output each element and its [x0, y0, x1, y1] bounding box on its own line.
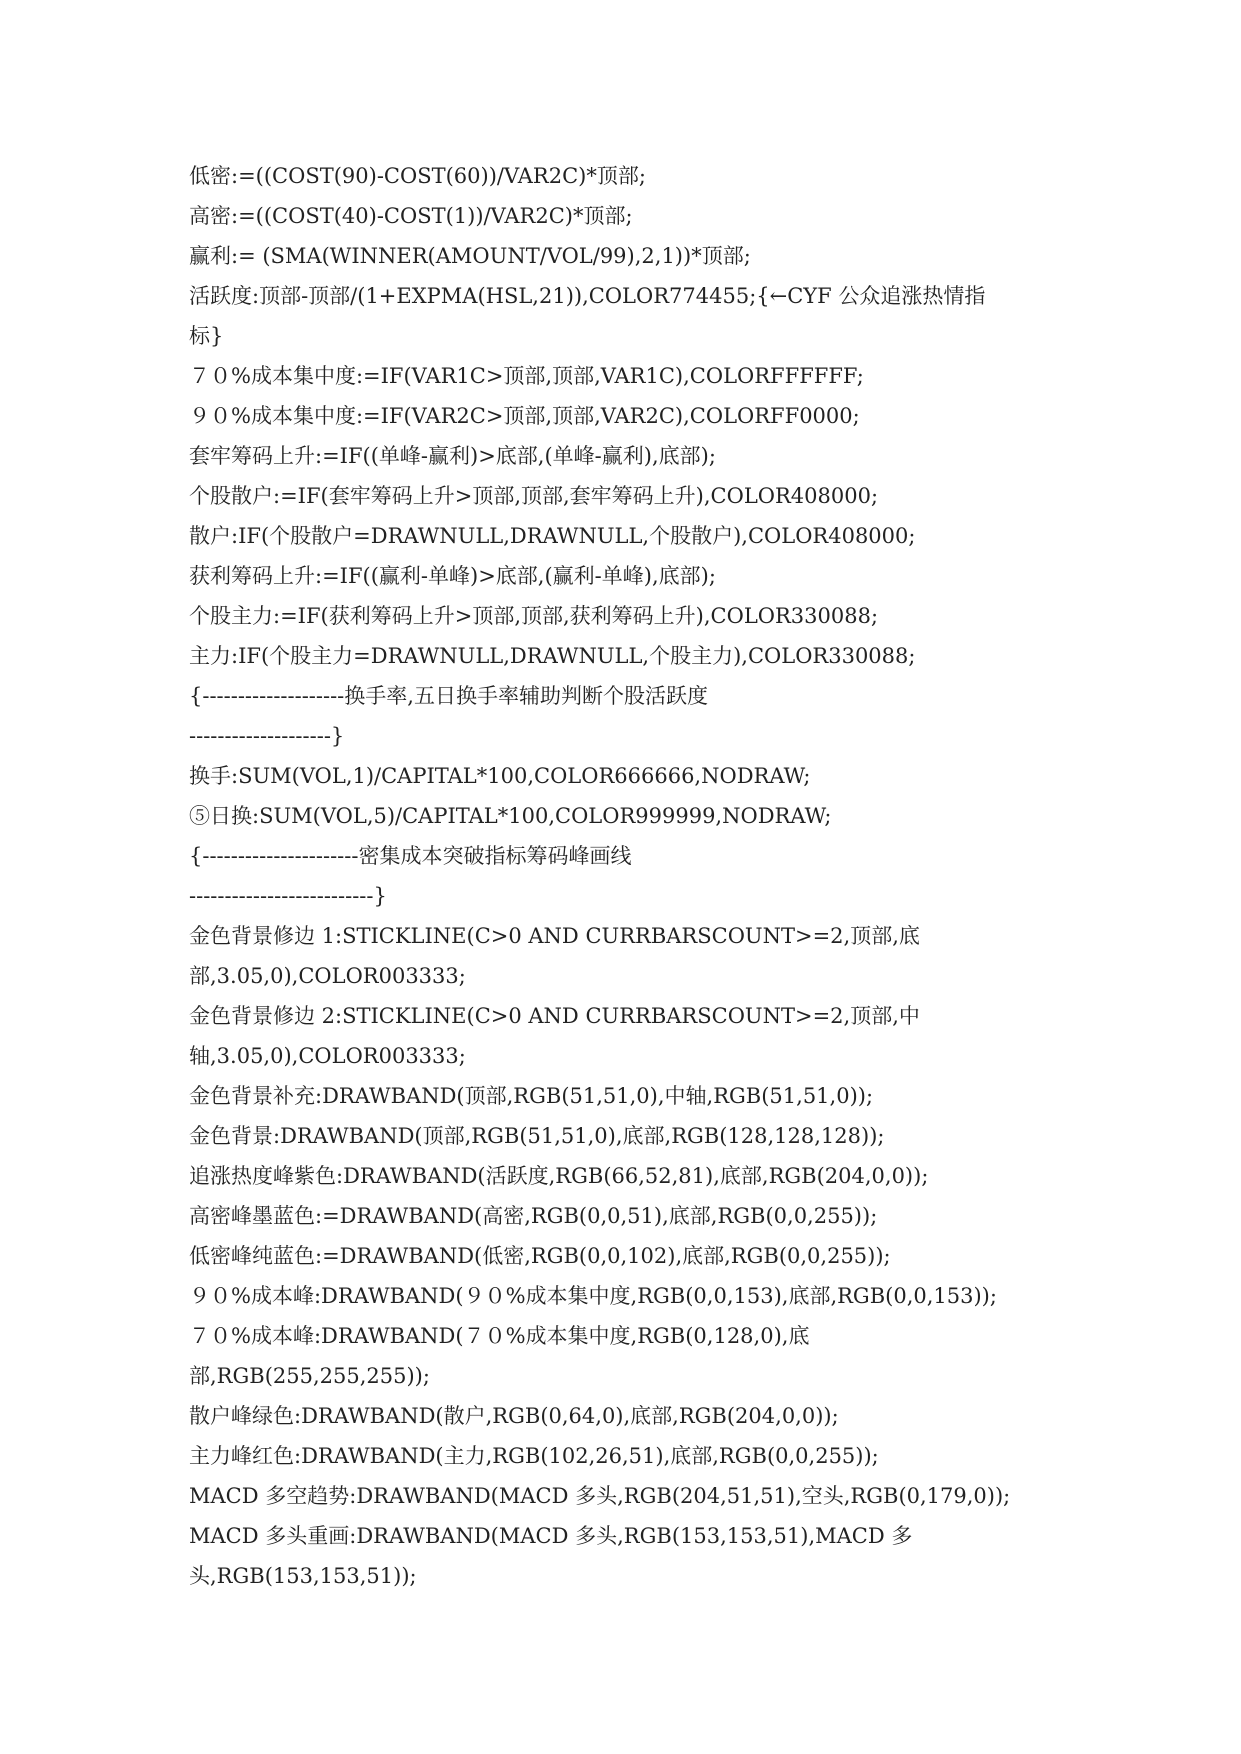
text-line: 部,RGB(255,255,255)); — [189, 1364, 430, 1388]
text-line: 金色背景:DRAWBAND(顶部,RGB(51,51,0),底部,RGB(128,128,128)); — [189, 1124, 885, 1148]
text-line: MACD 多空趋势:DRAWBAND(MACD 多头,RGB(204,51,51),空头,RGB(0,179,0)); — [189, 1484, 1011, 1508]
text-line: 散户峰绿色:DRAWBAND(散户,RGB(0,64,0),底部,RGB(204,0,0)); — [189, 1404, 839, 1428]
text-line: 低密峰纯蓝色:=DRAWBAND(低密,RGB(0,0,102),底部,RGB(0,0,255)); — [189, 1244, 891, 1268]
text-line: ９０%成本集中度:=IF(VAR2C>顶部,顶部,VAR2C),COLORFF0000; — [189, 404, 860, 428]
text-line: --------------------------} — [189, 884, 387, 908]
text-line: 部,3.05,0),COLOR003333; — [189, 964, 466, 988]
text-line: {----------------------密集成本突破指标筹码峰画线 — [189, 844, 632, 868]
text-line: 低密:=((COST(90)-COST(60))/VAR2C)*顶部; — [189, 164, 646, 188]
text-line: ７０%成本峰:DRAWBAND(７０%成本集中度,RGB(0,128,0),底 — [189, 1324, 810, 1348]
text-line: 金色背景修边 1:STICKLINE(C>0 AND CURRBARSCOUNT>=2,顶部,底 — [189, 924, 920, 948]
text-line: 获利筹码上升:=IF((赢利-单峰)>底部,(赢利-单峰),底部); — [189, 564, 716, 588]
text-line: 换手:SUM(VOL,1)/CAPITAL*100,COLOR666666,NODRAW; — [189, 764, 811, 788]
text-line: ９０%成本峰:DRAWBAND(９０%成本集中度,RGB(0,0,153),底部,RGB(0,0,153)); — [189, 1284, 997, 1308]
text-line: 追涨热度峰紫色:DRAWBAND(活跃度,RGB(66,52,81),底部,RGB(204,0,0)); — [189, 1164, 929, 1188]
text-line: 散户:IF(个股散户=DRAWNULL,DRAWNULL,个股散户),COLOR408000; — [189, 524, 916, 548]
text-line: 套牢筹码上升:=IF((单峰-赢利)>底部,(单峰-赢利),底部); — [189, 444, 716, 468]
formula-text-body — [189, 156, 1069, 1596]
text-line: 主力峰红色:DRAWBAND(主力,RGB(102,26,51),底部,RGB(0,0,255)); — [189, 1444, 879, 1468]
text-line: ⑤日换:SUM(VOL,5)/CAPITAL*100,COLOR999999,NODRAW; — [189, 804, 832, 828]
text-line: 赢利:= (SMA(WINNER(AMOUNT/VOL/99),2,1))*顶部; — [189, 244, 751, 268]
text-line: 个股散户:=IF(套牢筹码上升>顶部,顶部,套牢筹码上升),COLOR408000; — [189, 484, 879, 508]
text-line: 头,RGB(153,153,51)); — [189, 1564, 417, 1588]
text-line: {--------------------换手率,五日换手率辅助判断个股活跃度 — [189, 684, 708, 708]
text-line: 轴,3.05,0),COLOR003333; — [189, 1044, 466, 1068]
text-line: 活跃度:顶部-顶部/(1+EXPMA(HSL,21)),COLOR774455;{←CYF 公众追涨热情指 — [189, 284, 986, 308]
text-line: 主力:IF(个股主力=DRAWNULL,DRAWNULL,个股主力),COLOR330088; — [189, 644, 916, 668]
text-line: MACD 多头重画:DRAWBAND(MACD 多头,RGB(153,153,51),MACD 多 — [189, 1524, 913, 1548]
text-line: 高密峰墨蓝色:=DRAWBAND(高密,RGB(0,0,51),底部,RGB(0,0,255)); — [189, 1204, 878, 1228]
text-line: 金色背景修边 2:STICKLINE(C>0 AND CURRBARSCOUNT>=2,顶部,中 — [189, 1004, 920, 1028]
text-line: 标} — [189, 324, 224, 348]
text-line: 高密:=((COST(40)-COST(1))/VAR2C)*顶部; — [189, 204, 633, 228]
text-line: --------------------} — [189, 724, 345, 748]
text-line: 金色背景补充:DRAWBAND(顶部,RGB(51,51,0),中轴,RGB(51,51,0)); — [189, 1084, 874, 1108]
text-line: ７０%成本集中度:=IF(VAR1C>顶部,顶部,VAR1C),COLORFFFFFF; — [189, 364, 864, 388]
text-line: 个股主力:=IF(获利筹码上升>顶部,顶部,获利筹码上升),COLOR330088; — [189, 604, 879, 628]
